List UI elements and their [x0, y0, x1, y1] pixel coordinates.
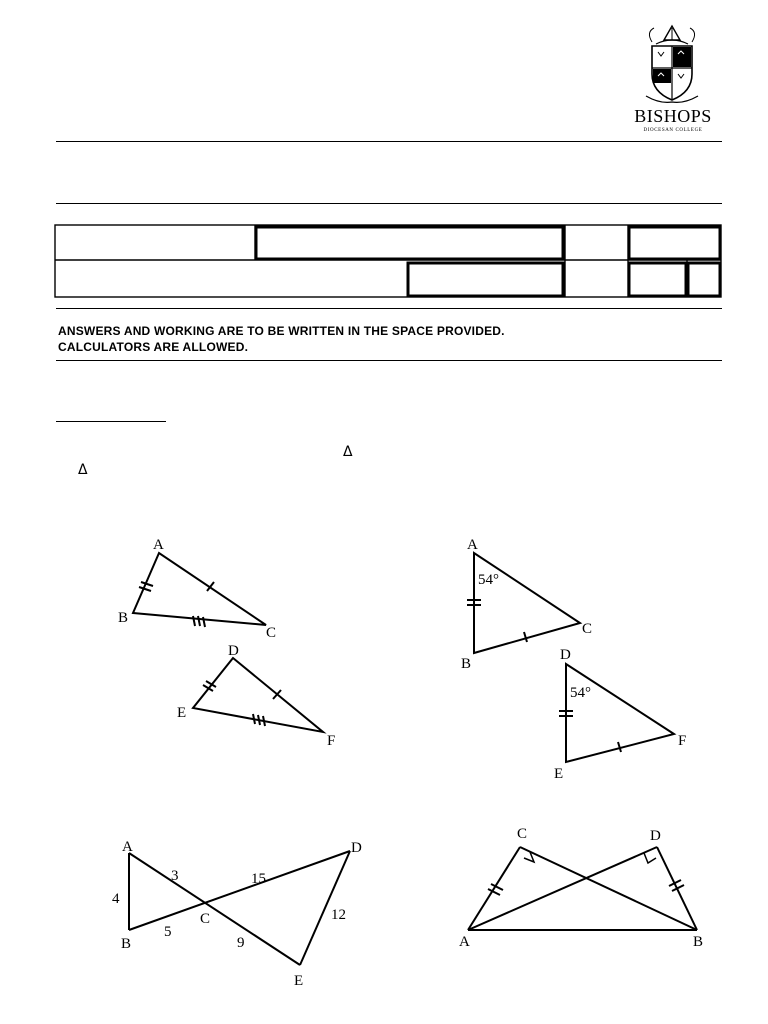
fig3-len-ab: 4: [112, 891, 120, 907]
fig3-len-cd: 15: [251, 871, 266, 887]
fig4-label-c: C: [517, 826, 528, 842]
fig3-label-c: C: [200, 911, 211, 927]
fig1-label-b: B: [118, 610, 129, 626]
fig4-line-ad: [468, 847, 657, 930]
fig2-angle-d: 54°: [570, 685, 591, 701]
fig1-label-e: E: [177, 705, 187, 721]
fig3-line-bd: [129, 851, 350, 930]
fig3-len-ce: 9: [237, 935, 245, 951]
fig1-label-d: D: [228, 643, 239, 659]
fig2-angle-a: 54°: [478, 572, 499, 588]
fig3-len-bc: 5: [164, 924, 172, 940]
fig2-triangle-abc: [474, 553, 580, 653]
fig3-label-b: B: [121, 936, 132, 952]
fig3-label-e: E: [294, 973, 304, 989]
fig1-label-a: A: [153, 537, 164, 553]
fig2-label-a: A: [467, 537, 478, 553]
fig3-label-d: D: [351, 840, 362, 856]
delta-symbol-1: Δ: [343, 444, 353, 460]
fig4-label-b: B: [693, 934, 704, 950]
fig2-label-e: E: [554, 766, 564, 782]
fig3-len-de: 12: [331, 907, 346, 923]
instruction-line-1: ANSWERS AND WORKING ARE TO BE WRITTEN IN THE SPACE PROVIDED.: [58, 324, 505, 338]
fig2-label-c: C: [582, 621, 593, 637]
fig2-label-d: D: [560, 647, 571, 663]
fig1-triangle-def: [193, 658, 323, 732]
fig4-label-a: A: [459, 934, 470, 950]
fig4-line-cb: [520, 847, 697, 930]
fig2-label-b: B: [461, 656, 472, 672]
fig1-label-f: F: [327, 733, 336, 749]
fig2-label-f: F: [678, 733, 687, 749]
fig4-label-d: D: [650, 828, 661, 844]
instruction-line-2: CALCULATORS ARE ALLOWED.: [58, 340, 249, 354]
logo-name: BISHOPS: [634, 106, 712, 126]
fig3-len-ac: 3: [171, 868, 179, 884]
fig3-line-ae: [129, 853, 300, 965]
fig1-label-c: C: [266, 625, 277, 641]
logo-subtitle: DIOCESAN COLLEGE: [643, 128, 703, 133]
fig1-triangle-abc: [133, 553, 266, 625]
delta-symbol-2: Δ: [78, 462, 88, 478]
fig3-label-a: A: [122, 839, 133, 855]
